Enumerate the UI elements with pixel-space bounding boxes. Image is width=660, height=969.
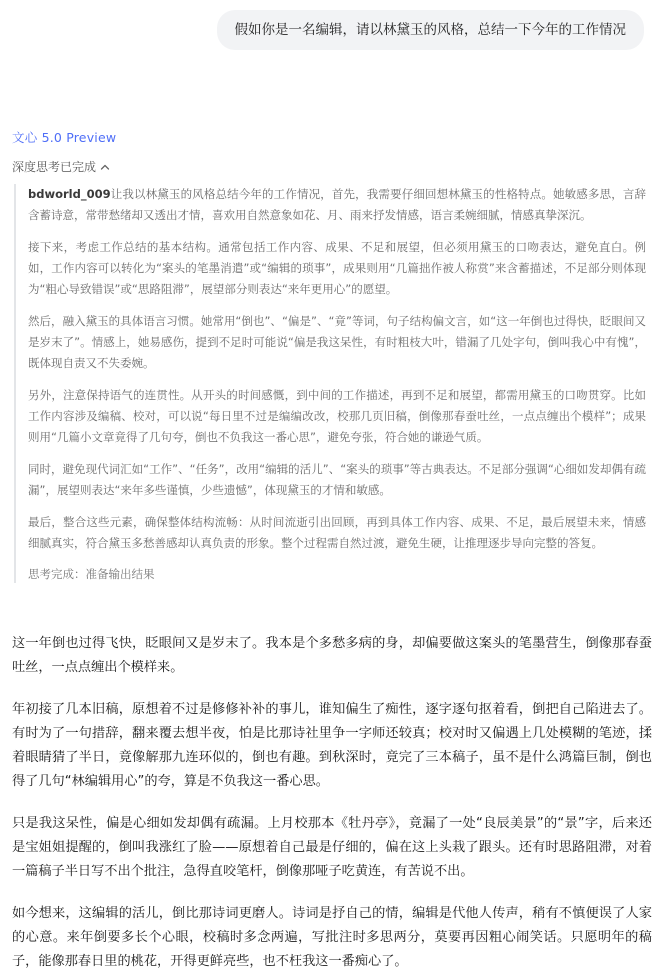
thinking-paragraph: 另外，注意保持语气的连贯性。从开头的时间感慨，到中间的工作描述，再到不足和展望，都需用黛玉的口吻贯穿。比如工作内容涉及编稿、校对，可以说“每日里不过是编编改改，校那几页旧稿，倒像那春蚕吐丝，一点点缠出个模样”；成果则用“几篇小文章竟得了几句夸，倒也不负我这一番心思”，避免夸张，符合她的谦逊气质。 (28, 388, 646, 444)
thinking-paragraph: 接下来，考虑工作总结的基本结构。通常包括工作内容、成果、不足和展望，但必须用黛玉的口吻表达，避免直白。例如，工作内容可以转化为“案头的笔墨消遣”或“编辑的琐事”，成果则用“几篇拙作被人称赏”来含蓄描述，不足部分则体现为“粗心导致错误”或“思路阻滞”，展望部分则表达“来年更用心”的愿望。 (28, 240, 646, 296)
thinking-paragraph: 最后，整合这些元素，确保整体结构流畅：从时间流逝引出回顾，再到具体工作内容、成果、不足，最后展望未来，情感细腻真实，符合黛玉多愁善感却认真负责的形象。整个过程需自然过渡，避免生硬，让推理逐步导向完整的答复。 (28, 515, 646, 550)
model-name-label: 文心 5.0 Preview (12, 130, 117, 145)
answer-paragraph: 如今想来，这编辑的活儿，倒比那诗词更磨人。诗词是抒自己的情，编辑是代他人传声，稍有不慎便误了人家的心意。来年倒要多长个心眼，校稿时多念两遍，写批注时多思两分，莫要再因粗心闹笑话。只愿明年的稿子，能像那春日里的桃花，开得更鲜亮些，也不枉我这一番痴心了。 (12, 906, 652, 969)
answer-paragraph: 年初接了几本旧稿，原想着不过是修修补补的事儿，谁知偏生了痴性，逐字逐句抠着看，倒把自己陷进去了。有时为了一句措辞，翻来覆去想半夜，怕是比那诗社里争一字师还较真；校对时又偏遇上几处模糊的笔迹，揉着眼睛猜了半日，竟像解那九连环似的，倒也有趣。到秋深时，竟完了三本稿子，虽不是什么鸿篇巨制，倒也得了几句“林编辑用心”的夸，算是不负我这一番心思。 (12, 702, 652, 789)
chevron-up-icon (100, 162, 110, 172)
thinking-toggle-label: 深度思考已完成 (12, 160, 97, 174)
thinking-done-status: 思考完成：准备输出结果 (28, 567, 155, 581)
thinking-paragraph: bdworld_009让我以林黛玉的风格总结今年的工作情况，首先，我需要仔细回想林黛玉的性格特点。她敏感多思，言辞含蓄诗意，常带愁绪却又透出才情，喜欢用自然意象如花、月、雨来抒发情感，语言柔婉细腻，情感真挚深沉。 (28, 187, 646, 222)
thinking-toggle[interactable] (12, 158, 110, 175)
answer-paragraph: 只是我这呆性，偏是心细如发却偶有疏漏。上月校那本《牡丹亭》，竟漏了一处“良辰美景”的“景”字，后来还是宝姐姐提醒的，倒叫我涨红了脸——原想着自己最是仔细的，偏在这上头栽了跟头。还有时思路阻滞，对着一篇稿子半日写不出个批注，急得直咬笔杆，倒像那哑子吃黄连，有苦说不出。 (12, 816, 652, 879)
thinking-paragraph: 同时，避免现代词汇如“工作”、“任务”，改用“编辑的活儿”、“案头的琐事”等古典表达。不足部分强调“心细如发却偶有疏漏”，展望则表达“来年多些谨慎，少些遗憾”，体现黛玉的才情和敏感。 (28, 462, 646, 497)
answer-content (12, 632, 652, 969)
answer-paragraph: 这一年倒也过得飞快，眨眼间又是岁末了。我本是个多愁多病的身，却偏要做这案头的笔墨营生，倒像那春蚕吐丝，一点点缠出个模样来。 (12, 636, 652, 675)
user-message-bubble: 假如你是一名编辑，请以林黛玉的风格，总结一下今年的工作情况 (217, 10, 645, 50)
thinking-handle: bdworld_009 (28, 187, 111, 201)
thinking-paragraph: 然后，融入黛玉的具体语言习惯。她常用“倒也”、“偏是”、“竟”等词，句子结构偏文言，如“这一年倒也过得快，眨眼间又是岁末了”。情感上，她易感伤，提到不足时可能说“偏是我这呆性，有时粗枝大叶，错漏了几处字句，倒叫我心中有愧”，既体现自责又不失委婉。 (28, 314, 646, 370)
thinking-content (14, 184, 646, 583)
